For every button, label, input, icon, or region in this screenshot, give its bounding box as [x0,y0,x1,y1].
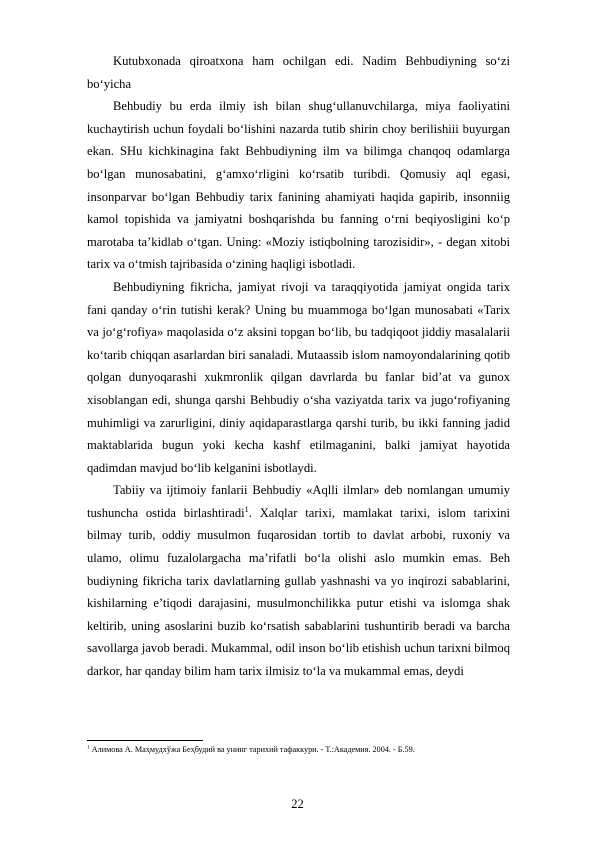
paragraph-4-text-after-footnote: . Xalqlar tarixi, mamlakat tarixi, islom tarixini bilmay turib, oddiy musulmon fuqarosidan tortib to davlat arbobi, ruxoniy va ulamo, olimu fuzalolargacha ma’rifatli bo‘la olishi aslo mumkin emas. Beh budiyning fikricha tarix davlatlarning gullab yashnashi va yo inqirozi sabablarini, kishilarning e’tiqodi darajasini, musulmonchilikka putur etishi va islomga shak keltirib, uning asoslarini buzib ko‘rsatish sabablarini tushuntirib beradi va barcha savollarga javob beradi. Mukammal, odil inson bo‘lib etishish uchun tarixni bilmoq darkor, har qanday bilim ham tarix ilmisiz to‘la va mukammal emas, deydi [87,505,511,679]
paragraph-4-text-before-footnote: Tabiiy va ijtimoiy fanlarii Behbudiy «Aqlli ilmlar» deb nomlangan umumiy tushuncha ostida birlashtiradi [87,483,510,520]
footnote-separator [87,740,203,741]
paragraph-3: Behbudiyning fikricha, jamiyat rivoji va taraqqiyotida jamiyat ongida tarix fani qanday o‘rin tutishi kerak? Uning bu muammoga bo‘lgan munosabati «Tarix va jo‘g‘rofiya» maqolasida o‘z aksini topgan bo‘lib, bu tadqiqoot jiddiy masalalarii ko‘tarib chiqqan asarlardan biri sanaladi. Mutaassib islom namoyondalarining qotib qolgan dunyoqarashi xukmronlik qilgan davrlarda bu fanlar bid’at va gunox xisoblangan edi, shunga qarshi Behbudiy o‘sha vaziyatda tarix va jugo‘rofiyaning muhimligi va zarurligini, diniy aqidaparastlarga qarshi turib, bu ikki fanning jadid maktablarida bugun yoki kecha kashf etilmaganini, balki jamiyat hayotida qadimdan mavjud bo‘lib kelganini isbotlaydi. [87,279,510,475]
footnote-text: Алимова А. Маҳмудхўжа Беҳбудий ва унинг тарихий тафаккури. - Т.:Академия. 2004. - Б.59. [89,745,415,754]
paragraph-4 [87,479,510,682]
page-body [87,50,510,683]
footnote-reference[interactable]: 1 [244,504,249,514]
paragraph-1: Kutubxonada qiroatxona ham ochilgan edi. Nadim Behbudiyning so‘zi bo‘yicha [87,54,510,91]
page-number: 22 [291,797,304,811]
footnote [87,744,517,755]
paragraph-2: Behbudiy bu erda ilmiy ish bilan shug‘ullanuvchilarga, miya faoliyatini kuchaytirish uchun foydali bo‘lishini nazarda tutib shirin choy berilishiii buyurgan ekan. SHu kichkinagina fakt Behbudiyning ilm va bilimga chanqoq odamlarga bo‘lgan munosabatini, g‘amxo‘rligini ko‘rsatib turibdi. Qomusiy aql egasi, insonparvar bo‘lgan Behbudiy tarix fanining ahamiyati haqida gapirib, insonniig kamol topishida va jamiyatni boshqarishda bu fanning o‘rni beqiyosligini ko‘p marotaba ta’kidlab o‘tgan. Uning: «Moziy istiqbolning tarozisidir», - degan xitobi tarix va o‘tmish tajribasida o‘zining haqligi isbotladi. [87,99,510,272]
footnote-marker: 1 [87,744,90,751]
